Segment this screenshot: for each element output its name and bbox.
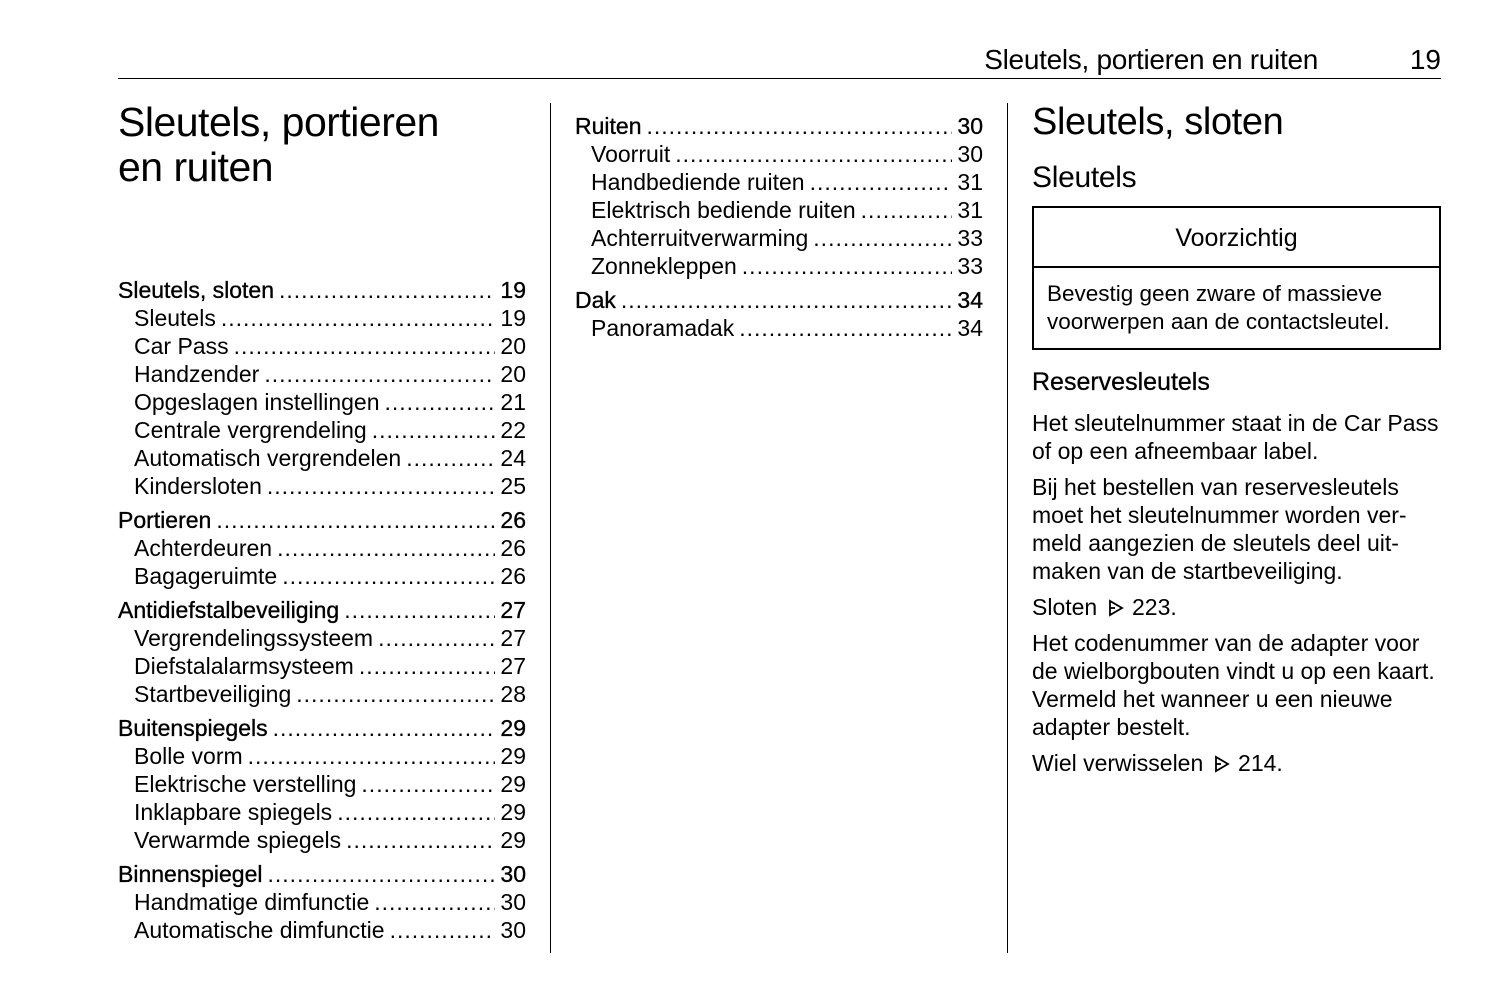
toc-sub-entry[interactable] (118, 770, 526, 798)
toc-sub-entry[interactable] (118, 534, 526, 562)
toc-group (575, 286, 983, 342)
toc-leader-dots (378, 624, 495, 652)
toc-sub-entry[interactable] (118, 888, 526, 916)
toc-entry-page: 27 (500, 653, 526, 679)
toc-entry-page: 28 (500, 681, 526, 707)
toc-sub-entry[interactable] (118, 360, 526, 388)
toc-sub-entry[interactable] (118, 826, 526, 854)
paragraph: Bij het bestellen van reservesleutels moet het sleutelnummer worden vermeld aangezien de sleutels deel uitmaken van de startbeveiliging. (1032, 474, 1407, 584)
toc-sub-entry[interactable] (118, 562, 526, 590)
toc-leader-dots (861, 196, 953, 224)
toc-leader-dots (268, 860, 496, 888)
toc-group (118, 596, 526, 708)
toc-entry-page: 26 (500, 535, 526, 561)
toc-entry-page: 30 (500, 861, 526, 887)
toc-chapter-entry[interactable] (118, 506, 526, 534)
toc-chapter-entry[interactable] (118, 596, 526, 624)
toc-entry-page: 19 (500, 305, 526, 331)
toc-entry-page: 31 (957, 197, 983, 223)
toc-entry-page: 29 (500, 771, 526, 797)
toc-leader-dots (359, 652, 496, 680)
toc-chapter-entry[interactable] (575, 112, 983, 140)
toc-leader-dots (267, 472, 496, 500)
toc-sub-entry[interactable] (118, 416, 526, 444)
toc-entry-label: Antidiefstalbeveiliging (118, 597, 340, 623)
cross-reference[interactable] (1032, 749, 1441, 777)
toc-leader-dots (248, 742, 496, 770)
toc-leader-dots (279, 276, 495, 304)
toc-entry-page: 30 (500, 889, 526, 915)
toc-entry-page: 24 (500, 445, 526, 471)
toc-leader-dots (675, 140, 952, 168)
toc-entry-label: Verwarmde spiegels (134, 827, 342, 853)
paragraph: Het sleutelnummer staat in de Car Pass of op een afneembaar label. (1032, 410, 1439, 464)
page-number: 19 (1409, 44, 1441, 75)
column-divider (1007, 103, 1008, 953)
toc-sub-entry[interactable] (118, 388, 526, 416)
toc-leader-dots (372, 416, 496, 444)
toc-group (118, 714, 526, 854)
toc-entry-label: Opgeslagen instellingen (134, 389, 380, 415)
toc-leader-dots (264, 360, 495, 388)
toc-leader-dots (739, 314, 952, 342)
toc-group (118, 276, 526, 500)
toc-entry-label: Handbediende ruiten (591, 169, 805, 195)
toc-entry-page: 29 (500, 827, 526, 853)
cross-reference[interactable] (1032, 593, 1441, 621)
toc-entry-page: 27 (500, 597, 526, 623)
toc-entry-label: Elektrische verstelling (134, 771, 357, 797)
toc-sub-entry[interactable] (118, 444, 526, 472)
toc-leader-dots (406, 444, 495, 472)
chapter-title (118, 100, 526, 190)
toc-entry-label: Handzender (134, 361, 260, 387)
toc-leader-dots (273, 714, 496, 742)
toc-entry-label: Automatische dimfunctie (134, 917, 385, 943)
toc-sub-entry[interactable] (575, 224, 983, 252)
toc-entry-page: 34 (957, 287, 983, 313)
page-reference-arrow-icon (1214, 755, 1230, 773)
chapter-title-line-2: en ruiten (118, 144, 274, 190)
toc-entry-page: 20 (500, 333, 526, 359)
toc-sub-entry[interactable] (118, 332, 526, 360)
toc-sub-entry[interactable] (575, 314, 983, 342)
toc-chapter-entry[interactable] (118, 714, 526, 742)
toc-entry-page: 20 (500, 361, 526, 387)
toc-entry-label: Portieren (118, 507, 212, 533)
toc-entry-label: Voorruit (591, 141, 671, 167)
toc-entry-label: Sleutels, sloten (118, 277, 274, 303)
toc-entry-page: 31 (957, 169, 983, 195)
chapter-title-line-1: Sleutels, portieren (118, 99, 439, 145)
toc-sub-entry[interactable] (575, 140, 983, 168)
toc-entry-label: Vergrendelingssysteem (134, 625, 374, 651)
toc-sub-entry[interactable] (118, 652, 526, 680)
toc-entry-page: 29 (500, 743, 526, 769)
toc-leader-dots (646, 112, 952, 140)
running-header-title: Sleutels, portieren en ruiten (984, 44, 1318, 75)
toc-entry-label: Handmatige dimfunctie (134, 889, 370, 915)
column-divider (550, 103, 551, 953)
toc-entry-label: Panoramadak (591, 315, 735, 341)
toc-group (118, 860, 526, 944)
toc-chapter-entry[interactable] (118, 860, 526, 888)
toc-entry-label: Achterruitverwarming (591, 225, 809, 251)
toc-entry-label: Achterdeuren (134, 535, 273, 561)
toc-leader-dots (282, 562, 495, 590)
toc-entry-label: Centrale vergrendeling (134, 417, 367, 443)
toc-sub-entry[interactable] (118, 472, 526, 500)
toc-entry-page: 30 (500, 917, 526, 943)
toc-entry-page: 25 (500, 473, 526, 499)
toc-entry-label: Startbeveiliging (134, 681, 292, 707)
paragraph: Het codenummer van de adapter voor de wielborgbouten vindt u op een kaart. Vermeld het wanneer u een nieuwe adapter bestelt. (1032, 630, 1435, 740)
toc-leader-dots (216, 506, 495, 534)
toc-entry-label: Binnenspiegel (118, 861, 263, 887)
toc-entry-page: 29 (500, 799, 526, 825)
toc-entry-label: Automatisch vergrendelen (134, 445, 402, 471)
toc-entry-label: Bolle vorm (134, 743, 243, 769)
toc-sub-entry[interactable] (118, 680, 526, 708)
toc-entry-page: 33 (957, 253, 983, 279)
toc-leader-dots (742, 252, 953, 280)
toc-entry-label: Sleutels (134, 305, 216, 331)
caution-text: Bevestig geen zware of massieve voorwerpen aan de contactsleutel. (1047, 281, 1390, 334)
page-reference-arrow-icon (1108, 599, 1124, 617)
section-title: Sleutels, sloten (1032, 101, 1284, 143)
reference-label: Sloten (1032, 594, 1098, 620)
toc-entry-page: 34 (957, 315, 983, 341)
toc-entry-page: 21 (500, 389, 526, 415)
caution-box (1032, 206, 1441, 350)
reference-label: Wiel verwisselen (1032, 750, 1204, 776)
running-header (118, 42, 1441, 79)
toc-sub-entry[interactable] (575, 196, 983, 224)
toc-leader-dots (361, 770, 495, 798)
subsection-title: Sleutels (1032, 161, 1137, 194)
toc-entry-label: Kindersloten (134, 473, 262, 499)
toc-leader-dots (810, 168, 953, 196)
reference-page: 214. (1238, 750, 1283, 776)
toc-chapter-entry[interactable] (575, 286, 983, 314)
toc-entry-page: 27 (500, 625, 526, 651)
toc-entry-page: 19 (500, 277, 526, 303)
reference-page: 223. (1132, 594, 1177, 620)
toc-entry-label: Diefstalalarmsysteem (134, 653, 354, 679)
toc-entry-label: Car Pass (134, 333, 229, 359)
toc-leader-dots (390, 916, 496, 944)
left-column (118, 100, 526, 950)
toc-entry-page: 33 (957, 225, 983, 251)
toc-entry-page: 30 (957, 113, 983, 139)
toc-leader-dots (277, 534, 495, 562)
toc-sub-entry[interactable] (118, 798, 526, 826)
toc-entry-page: 30 (957, 141, 983, 167)
toc-leader-dots (337, 798, 495, 826)
toc-leader-dots (296, 680, 495, 708)
toc-chapter-entry[interactable] (118, 276, 526, 304)
toc-entry-label: Ruiten (575, 113, 642, 139)
toc-group (575, 112, 983, 280)
toc-entry-page: 29 (500, 715, 526, 741)
toc-sub-entry[interactable] (575, 252, 983, 280)
middle-column (575, 112, 983, 348)
toc-entry-label: Bagageruimte (134, 563, 278, 589)
caution-heading: Voorzichtig (1034, 208, 1439, 268)
toc-entry-label: Elektrisch bediende ruiten (591, 197, 856, 223)
toc-leader-dots (344, 596, 495, 624)
toc-entry-page: 26 (500, 563, 526, 589)
toc-sub-entry[interactable] (118, 742, 526, 770)
toc-leader-dots (385, 388, 496, 416)
toc-entry-label: Zonnekleppen (591, 253, 737, 279)
toc-entry-label: Buitenspiegels (118, 715, 268, 741)
toc-entry-label: Inklapbare spiegels (134, 799, 333, 825)
right-column (1032, 100, 1441, 785)
toc-leader-dots (234, 332, 496, 360)
toc-sub-entry[interactable] (118, 624, 526, 652)
toc-leader-dots (346, 826, 495, 854)
toc-leader-dots (813, 224, 952, 252)
toc-sub-entry[interactable] (575, 168, 983, 196)
reserve-keys-heading: Reservesleutels (1032, 368, 1210, 396)
toc-sub-entry[interactable] (118, 304, 526, 332)
table-of-contents (118, 276, 526, 944)
toc-entry-page: 22 (500, 417, 526, 443)
toc-group (118, 506, 526, 590)
toc-entry-page: 26 (500, 507, 526, 533)
toc-entry-label: Dak (575, 287, 616, 313)
toc-leader-dots (221, 304, 496, 332)
table-of-contents-continued (575, 112, 983, 342)
toc-leader-dots (621, 286, 953, 314)
toc-leader-dots (374, 888, 495, 916)
toc-sub-entry[interactable] (118, 916, 526, 944)
